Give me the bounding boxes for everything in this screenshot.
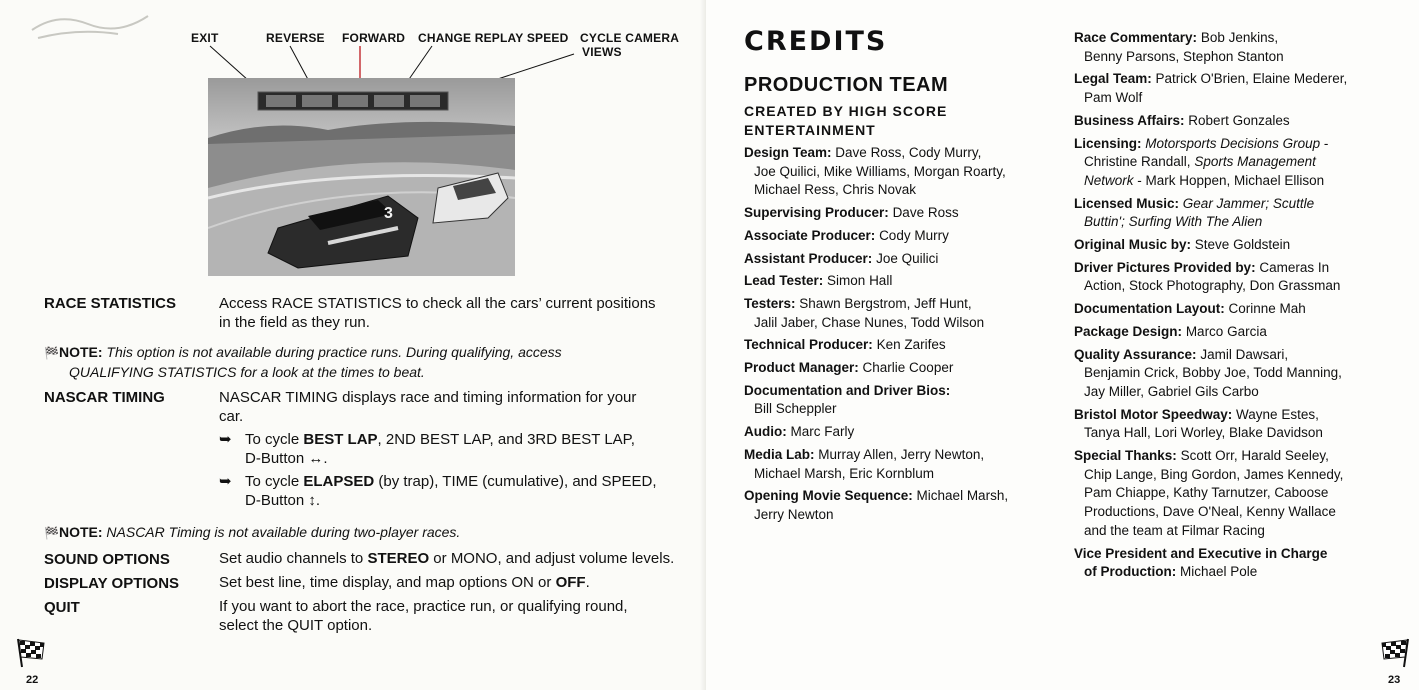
credit-label: Opening Movie Sequence:	[744, 488, 913, 504]
credit-business-affairs	[1074, 112, 1404, 131]
credit-value: Charlie Cooper	[862, 360, 954, 376]
display-options-term: DISPLAY OPTIONS	[44, 575, 180, 592]
note-label: NOTE:	[58, 344, 103, 360]
credit-licensed-music	[1074, 195, 1404, 232]
credit-value: Benjamin Crick, Bobby Joe, Todd Manning,	[1084, 365, 1342, 381]
credit-value: Cody Murry	[879, 227, 949, 243]
sound-pre: Set audio channels to	[219, 550, 368, 567]
credit-value: Ken Zarifes	[876, 337, 946, 353]
credit-value: Bill Scheppler	[754, 401, 837, 417]
credit-value: Tanya Hall, Lori Worley, Blake Davidson	[1084, 425, 1323, 441]
credit-value: Wayne Estes,	[1236, 406, 1319, 422]
credit-lead-tester	[744, 272, 1064, 291]
credit-assistant-producer	[744, 250, 1064, 269]
nascar-timing-line-2: car.	[219, 408, 244, 425]
credit-label: Driver Pictures Provided by:	[1074, 259, 1256, 275]
credit-bristol	[1074, 406, 1404, 443]
bullet-line-2: D-Button ↔.	[245, 450, 328, 467]
right-page	[706, 0, 1419, 690]
nascar-timing-line-1: NASCAR TIMING displays race and timing information for your	[219, 389, 637, 406]
credit-value: Patrick O'Brien, Elaine Mederer,	[1155, 71, 1348, 87]
credit-label: Technical Producer:	[744, 337, 873, 353]
credit-documentation	[744, 382, 1064, 419]
credit-label: Business Affairs:	[1074, 112, 1185, 128]
checkered-flag-icon	[1378, 637, 1414, 669]
display-pre: Set best line, time display, and map options ON or	[219, 574, 556, 591]
credit-label: Audio:	[744, 424, 787, 440]
credit-label: Quality Assurance:	[1074, 346, 1197, 362]
credit-value: Robert Gonzales	[1188, 112, 1290, 128]
credit-value: Buttin'; Surfing With The Alien	[1084, 214, 1263, 230]
credit-value: Michael Marsh, Eric Kornblum	[754, 465, 935, 481]
credit-label: Associate Producer:	[744, 227, 876, 243]
credit-value: Action, Stock Photography, Don Grassman	[1084, 278, 1341, 294]
car-number: 3	[384, 205, 393, 222]
credit-label: Legal Team:	[1074, 71, 1152, 87]
credit-label: Original Music by:	[1074, 237, 1192, 253]
credit-value: Cameras In	[1259, 259, 1330, 275]
credit-media-lab	[744, 446, 1064, 483]
credit-label: Licensed Music:	[1074, 195, 1180, 211]
checkered-flag-icon: 🏁	[44, 346, 59, 360]
credit-label: Vice President and Executive in Charge	[1074, 545, 1328, 561]
display-bold: OFF	[555, 574, 586, 591]
note-text: NASCAR Timing is not available during two-player races.	[106, 524, 461, 540]
credit-value: Productions, Dave O'Neal, Kenny Wallace	[1084, 504, 1336, 520]
checkered-flag-icon	[12, 637, 48, 669]
note-label: NOTE:	[58, 524, 103, 540]
credit-value: Benny Parsons, Stephon Stanton	[1084, 48, 1284, 64]
credit-value: Corinne Mah	[1228, 301, 1306, 317]
quit-text	[219, 597, 628, 635]
credit-value: Network	[1084, 172, 1134, 188]
replay-screenshot	[208, 78, 515, 276]
credit-value: Murray Allen, Jerry Newton,	[818, 446, 985, 462]
credit-design-team	[744, 144, 1064, 200]
credit-special-thanks	[1074, 447, 1404, 541]
credit-value: Pam Chiappe, Kathy Tarnutzer, Caboose	[1084, 485, 1329, 501]
credit-opening-movie	[744, 487, 1064, 524]
credits-column-1	[744, 144, 1064, 529]
credit-original-music	[1074, 236, 1404, 255]
created-by-line-2: ENTERTAINMENT	[744, 122, 876, 138]
credit-value: Jamil Dawsari,	[1200, 346, 1289, 362]
credit-label: Documentation Layout:	[1074, 301, 1225, 317]
sound-post: or MONO, and adjust volume levels.	[429, 550, 675, 567]
bullet-post: , 2ND BEST LAP, and 3RD BEST LAP,	[377, 431, 635, 448]
quit-line-2: select the QUIT option.	[219, 617, 373, 634]
credit-label: Bristol Motor Speedway:	[1074, 406, 1233, 422]
credit-value: Chip Lange, Bing Gordon, James Kennedy,	[1084, 466, 1344, 482]
credit-value: Motorsports Decisions Group	[1145, 135, 1321, 151]
credit-label: Media Lab:	[744, 446, 815, 462]
callout-change-speed: CHANGE REPLAY SPEED	[418, 31, 569, 45]
bullet-bold: BEST LAP	[303, 431, 378, 448]
note-practice	[44, 343, 684, 382]
credits-title: CREDITS	[744, 26, 888, 57]
credit-value: Joe Quilici, Mike Williams, Morgan Roarty,	[754, 163, 1006, 179]
note-two-player	[44, 523, 460, 543]
bullet-elapsed	[219, 472, 689, 510]
credit-value: Michael Ress, Chris Novak	[754, 182, 917, 198]
sound-options-term: SOUND OPTIONS	[44, 551, 170, 568]
credit-value: Scott Orr, Harald Seeley,	[1180, 448, 1329, 464]
nascar-timing-term: NASCAR TIMING	[44, 389, 165, 406]
race-statistics-text	[219, 294, 656, 332]
callout-forward: FORWARD	[342, 31, 406, 45]
race-statistics-line-2: in the field as they run.	[219, 314, 370, 331]
credit-value: Joe Quilici	[876, 250, 939, 266]
credit-value: Jerry Newton	[754, 506, 834, 522]
callout-cycle-camera-views: VIEWS	[582, 45, 622, 59]
credit-technical-producer	[744, 336, 1064, 355]
credit-vice-president	[1074, 545, 1404, 582]
credit-label: Lead Tester:	[744, 273, 824, 289]
credit-race-commentary	[1074, 29, 1404, 66]
credit-label: Testers:	[744, 295, 796, 311]
callout-cycle-camera: CYCLE CAMERA	[580, 31, 680, 45]
credit-value: Michael Pole	[1180, 564, 1258, 580]
credit-testers	[744, 295, 1064, 332]
arrow-right-icon: ➥	[219, 431, 232, 448]
credit-value: Steve Goldstein	[1194, 237, 1291, 253]
bullet-pre: To cycle	[245, 431, 304, 448]
created-by-line-1: CREATED BY HIGH SCORE	[744, 103, 948, 119]
credit-associate-producer	[744, 227, 1064, 246]
credit-value: Pam Wolf	[1084, 90, 1143, 106]
credit-value: and the team at Filmar Racing	[1084, 522, 1265, 538]
credit-quality-assurance	[1074, 346, 1404, 402]
credit-supervising-producer	[744, 204, 1064, 223]
credit-label: of Production:	[1084, 564, 1177, 580]
page-number: 23	[1388, 674, 1401, 686]
production-team-heading: PRODUCTION TEAM	[744, 74, 949, 96]
bullet-best-lap	[219, 430, 689, 468]
callout-exit: EXIT	[191, 31, 219, 45]
credit-value: Shawn Bergstrom, Jeff Hunt,	[799, 295, 972, 311]
credit-label: Package Design:	[1074, 323, 1183, 339]
note-line-2: QUALIFYING STATISTICS for a look at the times to beat.	[69, 364, 425, 380]
credit-audio	[744, 423, 1064, 442]
credit-label: Design Team:	[744, 145, 832, 160]
bullet-post: (by trap), TIME (cumulative), and SPEED,	[374, 473, 657, 490]
credit-value: Marco Garcia	[1185, 323, 1267, 339]
callout-reverse: REVERSE	[266, 31, 325, 45]
credit-value: Simon Hall	[827, 273, 893, 289]
bullet-pre: To cycle	[245, 473, 304, 490]
note-line-1: This option is not available during practice runs. During qualifying, access	[106, 344, 562, 360]
credit-product-manager	[744, 359, 1064, 378]
quit-line-1: If you want to abort the race, practice run, or qualifying round,	[219, 598, 628, 615]
bullet-bold: ELAPSED	[303, 473, 375, 490]
credit-label: Documentation and Driver Bios:	[744, 382, 951, 398]
credit-documentation-layout	[1074, 300, 1404, 319]
checkered-flag-icon: 🏁	[44, 526, 59, 540]
credit-legal-team	[1074, 70, 1404, 107]
credit-value: Dave Ross, Cody Murry,	[835, 145, 982, 160]
credit-driver-pictures	[1074, 259, 1404, 296]
credit-value: Michael Marsh,	[916, 488, 1009, 504]
credit-label: Assistant Producer:	[744, 250, 873, 266]
created-by-heading	[744, 102, 947, 140]
credit-value: Jay Miller, Gabriel Gils Carbo	[1084, 383, 1259, 399]
sound-options-text	[219, 549, 674, 568]
credit-package-design	[1074, 323, 1404, 342]
credit-label: Supervising Producer:	[744, 205, 889, 221]
credit-licensing	[1074, 135, 1404, 191]
credit-label: Race Commentary:	[1074, 30, 1198, 45]
credit-value: Bob Jenkins,	[1200, 30, 1279, 45]
arrow-right-icon: ➥	[219, 473, 232, 490]
page-number: 22	[26, 674, 39, 686]
left-page	[0, 0, 706, 690]
credit-label: Special Thanks:	[1074, 448, 1177, 464]
credit-value: Dave Ross	[892, 205, 959, 221]
credit-value: Sports Management	[1194, 154, 1316, 170]
race-statistics-term: RACE STATISTICS	[44, 295, 176, 312]
display-post: .	[585, 574, 590, 591]
display-options-text	[219, 573, 590, 592]
race-statistics-line-1: Access RACE STATISTICS to check all the cars’ current positions	[219, 295, 656, 312]
nascar-timing-text	[219, 388, 689, 510]
bullet-line-2: D-Button ↕.	[245, 492, 321, 509]
credits-column-2	[1074, 29, 1404, 582]
sound-bold: STEREO	[367, 550, 430, 567]
credit-label: Product Manager:	[744, 360, 859, 376]
credit-label: Licensing:	[1074, 135, 1142, 151]
credit-value: Marc Farly	[790, 424, 855, 440]
credit-value: Gear Jammer; Scuttle	[1182, 195, 1315, 211]
credit-value: Christine Randall,	[1084, 154, 1195, 170]
credit-value: - Mark Hoppen, Michael Ellison	[1133, 172, 1325, 188]
credit-value: Jalil Jaber, Chase Nunes, Todd Wilson	[754, 314, 985, 330]
credit-value: -	[1320, 135, 1329, 151]
quit-term: QUIT	[44, 599, 80, 616]
